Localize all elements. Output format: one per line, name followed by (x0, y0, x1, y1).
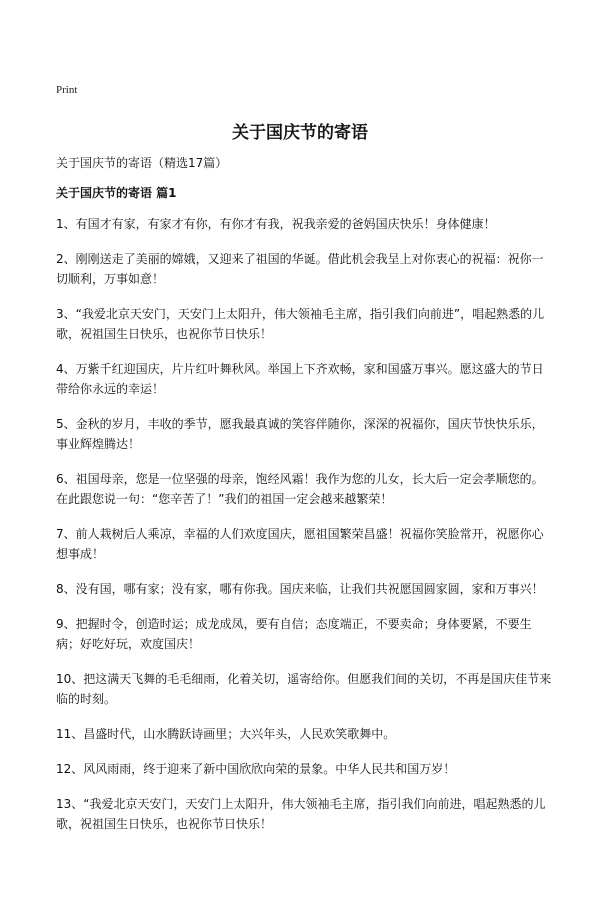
greeting-item-5: 5、金秋的岁月，丰收的季节，愿我最真诚的笑容伴随你，深深的祝福你，国庆节快快乐乐，事业辉煌腾达！ (56, 417, 544, 451)
document-title: 关于国庆节的寄语 (232, 123, 368, 143)
greeting-list (56, 214, 554, 849)
greeting-item-11: 11、昌盛时代，山水腾跃诗画里；大兴年头，人民欢笑歌舞中。 (56, 727, 396, 741)
print-label: Print (56, 84, 78, 96)
greeting-item-12: 12、风风雨雨，终于迎来了新中国欣欣向荣的景象。中华人民共和国万岁！ (56, 762, 456, 776)
greeting-item-4: 4、万紫千红迎国庆，片片红叶舞秋风。举国上下齐欢畅，家和国盛万事兴。愿这盛大的节日带给你永远的幸运！ (56, 362, 544, 396)
greeting-item-1: 1、有国才有家，有家才有你，有你才有我，祝我亲爱的爸妈国庆快乐！身体健康！ (56, 217, 496, 231)
greeting-item-10: 10、把这满天飞舞的毛毛细雨，化着关切，遥寄给你。但愿我们间的关切，不再是国庆佳节来临的时刻。 (56, 672, 552, 706)
greeting-item-7: 7、前人栽树后人乘凉，幸福的人们欢度国庆，愿祖国繁荣昌盛！祝福你笑脸常开，祝愿你心想事成！ (56, 527, 544, 561)
greeting-item-6: 6、祖国母亲，您是一位坚强的母亲，饱经风霜！我作为您的儿女，长大后一定会孝顺您的。在此跟您说一句：“您辛苦了！”我们的祖国一定会越来越繁荣！ (56, 472, 544, 506)
greeting-item-9: 9、把握时令，创造时运；成龙成凤，要有自信；态度端正，不要卖命；身体要紧，不要生病；好吃好玩，欢度国庆！ (56, 617, 532, 651)
section-heading: 关于国庆节的寄语 篇1 (56, 186, 177, 200)
greeting-item-13: 13、“我爱北京天安门，天安门上太阳升，伟大领袖毛主席，指引我们向前进，唱起熟悉的儿歌，祝祖国生日快乐，也祝你节日快乐！ (56, 797, 546, 831)
greeting-item-8: 8、没有国，哪有家；没有家，哪有你我。国庆来临，让我们共祝愿国圆家圆，家和万事兴！ (56, 582, 544, 596)
greeting-item-3: 3、“我爱北京天安门，天安门上太阳升，伟大领袖毛主席，指引我们向前进”，唱起熟悉的儿歌，祝祖国生日快乐，也祝你节日快乐！ (56, 307, 545, 341)
greeting-item-2: 2、刚刚送走了美丽的嫦娥，又迎来了祖国的华诞。借此机会我呈上对你衷心的祝福：祝你一切顺利，万事如意！ (56, 252, 544, 286)
document-subtitle: 关于国庆节的寄语（精选17篇） (56, 156, 228, 170)
